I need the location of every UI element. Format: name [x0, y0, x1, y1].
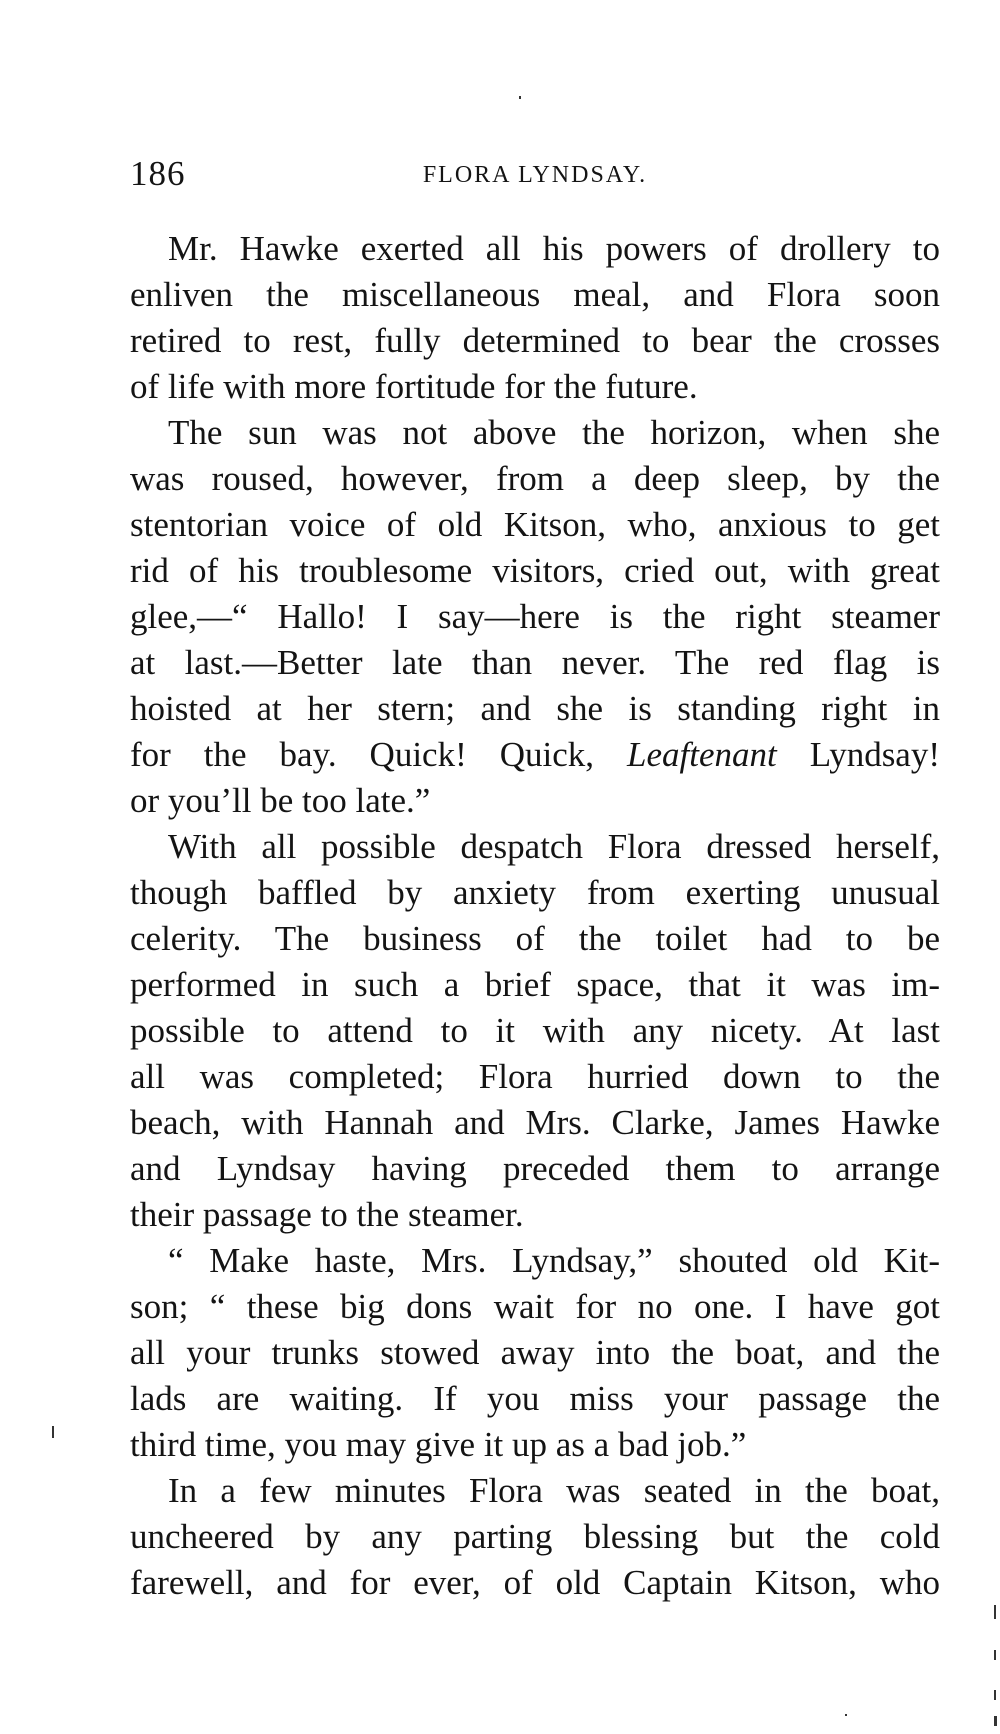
- running-title: FLORA LYNDSAY.: [422, 162, 648, 188]
- body-text: [130, 226, 940, 1606]
- text-line: farewell, and for ever, of old Captain Kitson, who: [130, 1563, 940, 1602]
- text-line: rid of his troublesome visitors, cried out, with great: [130, 551, 940, 590]
- text-line: or you’ll be too late.”: [130, 781, 431, 820]
- text-line: Mr. Hawke exerted all his powers of drollery to: [168, 229, 940, 268]
- text-line: retired to rest, fully determined to bear the crosses: [130, 321, 940, 360]
- text-line: was roused, however, from a deep sleep, by the: [130, 459, 940, 498]
- text-line: and Lyndsay having preceded them to arrange: [130, 1149, 940, 1188]
- line-text-after-emphasis: Lyndsay!: [776, 735, 941, 774]
- text-line: hoisted at her stern; and she is standing right in: [130, 689, 940, 728]
- print-speck: [52, 1426, 54, 1438]
- text-line: son; “ these big dons wait for no one. I have got: [130, 1287, 940, 1326]
- text-line: performed in such a brief space, that it was im-: [130, 965, 940, 1004]
- text-line: The sun was not above the horizon, when she: [168, 413, 940, 452]
- text-line: all was completed; Flora hurried down to the: [130, 1057, 940, 1096]
- print-speck: [994, 1716, 997, 1726]
- text-line: at last.—Better late than never. The red flag is: [130, 643, 940, 682]
- print-speck: [994, 1650, 996, 1660]
- text-line: With all possible despatch Flora dressed herself,: [168, 827, 940, 866]
- text-line: In a few minutes Flora was seated in the boat,: [168, 1471, 940, 1510]
- emphasis-word: Leaftenant: [627, 735, 777, 774]
- line-text: for the bay. Quick! Quick,: [130, 735, 628, 774]
- text-line: beach, with Hannah and Mrs. Clarke, James Hawke: [130, 1103, 940, 1142]
- print-speck: [994, 1605, 996, 1619]
- print-speck: [845, 1714, 847, 1716]
- text-line: of life with more fortitude for the future.: [130, 367, 698, 406]
- text-line: glee,—“ Hallo! I say—here is the right steamer: [130, 597, 940, 636]
- text-line: lads are waiting. If you miss your passage the: [130, 1379, 940, 1418]
- text-line: possible to attend to it with any nicety. At last: [130, 1011, 940, 1050]
- text-line: enliven the miscellaneous meal, and Flora soon: [130, 275, 940, 314]
- text-line: uncheered by any parting blessing but the cold: [130, 1517, 940, 1556]
- text-line: their passage to the steamer.: [130, 1195, 524, 1234]
- print-speck: [994, 1690, 996, 1700]
- page-number: 186: [130, 154, 186, 193]
- text-line-with-emphasis: [130, 732, 940, 778]
- text-line: all your trunks stowed away into the boat, and the: [130, 1333, 940, 1372]
- print-speck: [519, 96, 521, 99]
- page-header: [130, 154, 940, 194]
- text-line: “ Make haste, Mrs. Lyndsay,” shouted old Kit-: [168, 1241, 940, 1280]
- text-line: third time, you may give it up as a bad job.”: [130, 1425, 747, 1464]
- text-line: stentorian voice of old Kitson, who, anxious to get: [130, 505, 940, 544]
- text-line: though baffled by anxiety from exerting unusual: [130, 873, 940, 912]
- text-line: celerity. The business of the toilet had to be: [130, 919, 940, 958]
